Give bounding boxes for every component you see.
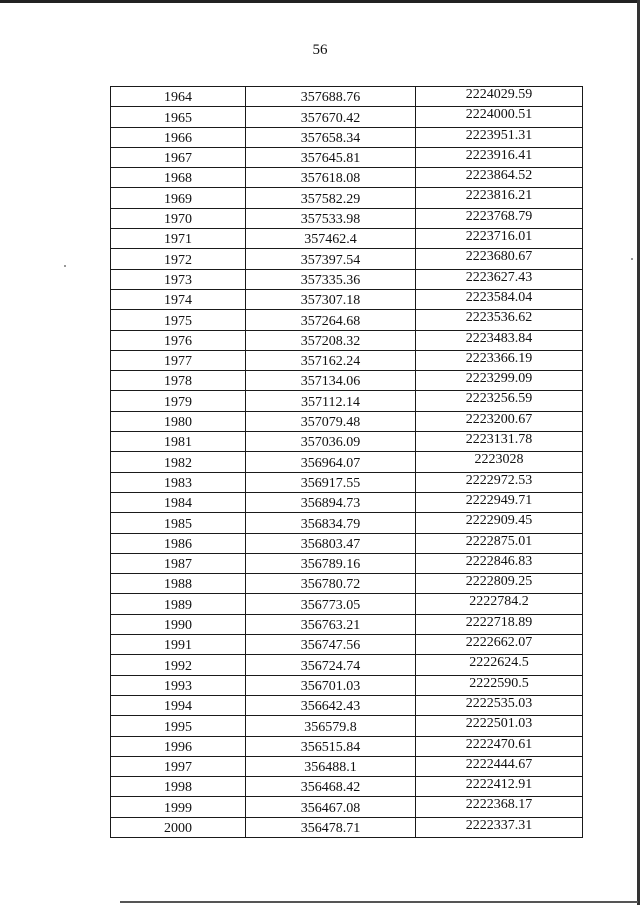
table-row	[111, 432, 583, 452]
value-a-cell: 356642.43	[246, 695, 416, 715]
year-cell: 1994	[111, 695, 246, 715]
year-cell: 1992	[111, 655, 246, 675]
table-row	[111, 229, 583, 249]
table-row	[111, 350, 583, 370]
year-cell: 1990	[111, 614, 246, 634]
table-row	[111, 533, 583, 553]
year-cell: 1980	[111, 411, 246, 431]
value-b-cell: 2222718.89	[416, 614, 583, 634]
value-a-cell: 357618.08	[246, 168, 416, 188]
value-b-cell: 2223951.31	[416, 127, 583, 147]
value-b-cell: 2224000.51	[416, 107, 583, 127]
table-row	[111, 411, 583, 431]
table-row	[111, 107, 583, 127]
value-b-cell: 2223680.67	[416, 249, 583, 269]
year-cell: 1997	[111, 756, 246, 776]
year-cell: 1974	[111, 289, 246, 309]
value-a-cell: 356488.1	[246, 756, 416, 776]
value-b-cell: 2223366.19	[416, 350, 583, 370]
table-row	[111, 777, 583, 797]
value-a-cell: 356773.05	[246, 594, 416, 614]
year-cell: 1999	[111, 797, 246, 817]
value-b-cell: 2222972.53	[416, 472, 583, 492]
value-b-cell: 2223864.52	[416, 168, 583, 188]
table-row	[111, 736, 583, 756]
year-cell: 1983	[111, 472, 246, 492]
value-b-cell: 2223131.78	[416, 432, 583, 452]
year-cell: 1991	[111, 635, 246, 655]
year-cell: 1987	[111, 553, 246, 573]
value-a-cell: 356579.8	[246, 716, 416, 736]
year-cell: 1973	[111, 269, 246, 289]
value-a-cell: 357462.4	[246, 229, 416, 249]
table-row	[111, 168, 583, 188]
value-b-cell: 2223584.04	[416, 289, 583, 309]
value-b-cell: 2222949.71	[416, 492, 583, 512]
table-row	[111, 452, 583, 472]
year-cell: 1977	[111, 350, 246, 370]
value-b-cell: 2223483.84	[416, 330, 583, 350]
table-row	[111, 614, 583, 634]
value-a-cell: 356789.16	[246, 553, 416, 573]
value-a-cell: 356917.55	[246, 472, 416, 492]
table-row	[111, 513, 583, 533]
table-row	[111, 817, 583, 837]
value-a-cell: 356467.08	[246, 797, 416, 817]
table-row	[111, 797, 583, 817]
value-a-cell: 356780.72	[246, 574, 416, 594]
year-cell: 1975	[111, 310, 246, 330]
value-a-cell: 357658.34	[246, 127, 416, 147]
year-cell: 1984	[111, 492, 246, 512]
value-a-cell: 356478.71	[246, 817, 416, 837]
table-row	[111, 188, 583, 208]
table-body	[111, 87, 583, 838]
value-b-cell: 2222875.01	[416, 533, 583, 553]
table-row	[111, 310, 583, 330]
value-a-cell: 357335.36	[246, 269, 416, 289]
year-cell: 1979	[111, 391, 246, 411]
table-row	[111, 594, 583, 614]
year-cell: 1966	[111, 127, 246, 147]
year-cell: 1996	[111, 736, 246, 756]
value-b-cell: 2222501.03	[416, 716, 583, 736]
value-b-cell: 2222809.25	[416, 574, 583, 594]
year-cell: 1968	[111, 168, 246, 188]
table-row	[111, 716, 583, 736]
value-b-cell: 2223916.41	[416, 147, 583, 167]
table-row	[111, 289, 583, 309]
year-cell: 1982	[111, 452, 246, 472]
value-b-cell: 2223816.21	[416, 188, 583, 208]
value-b-cell: 2223200.67	[416, 411, 583, 431]
value-b-cell: 2222470.61	[416, 736, 583, 756]
table-row	[111, 87, 583, 107]
value-b-cell: 2222337.31	[416, 817, 583, 837]
year-cell: 1971	[111, 229, 246, 249]
table-row	[111, 756, 583, 776]
year-cell: 1989	[111, 594, 246, 614]
value-a-cell: 357134.06	[246, 371, 416, 391]
value-b-cell: 2223256.59	[416, 391, 583, 411]
value-a-cell: 356747.56	[246, 635, 416, 655]
year-cell: 2000	[111, 817, 246, 837]
table-row	[111, 330, 583, 350]
table-row	[111, 127, 583, 147]
value-a-cell: 357162.24	[246, 350, 416, 370]
value-b-cell: 2222368.17	[416, 797, 583, 817]
value-a-cell: 357036.09	[246, 432, 416, 452]
value-b-cell: 2224029.59	[416, 87, 583, 107]
value-a-cell: 357264.68	[246, 310, 416, 330]
table-row	[111, 635, 583, 655]
table-row	[111, 574, 583, 594]
value-b-cell: 2222444.67	[416, 756, 583, 776]
year-cell: 1972	[111, 249, 246, 269]
value-b-cell: 2222846.83	[416, 553, 583, 573]
data-table	[110, 86, 583, 838]
value-b-cell: 2223536.62	[416, 310, 583, 330]
value-a-cell: 356803.47	[246, 533, 416, 553]
value-a-cell: 357112.14	[246, 391, 416, 411]
year-cell: 1976	[111, 330, 246, 350]
table-row	[111, 269, 583, 289]
year-cell: 1978	[111, 371, 246, 391]
table-row	[111, 371, 583, 391]
value-a-cell: 356894.73	[246, 492, 416, 512]
value-a-cell: 356515.84	[246, 736, 416, 756]
year-cell: 1969	[111, 188, 246, 208]
table-row	[111, 675, 583, 695]
table-row	[111, 147, 583, 167]
value-a-cell: 356468.42	[246, 777, 416, 797]
value-a-cell: 357688.76	[246, 87, 416, 107]
table-row	[111, 249, 583, 269]
value-b-cell: 2222909.45	[416, 513, 583, 533]
value-b-cell: 2223627.43	[416, 269, 583, 289]
value-b-cell: 2222784.2	[416, 594, 583, 614]
value-b-cell: 2222535.03	[416, 695, 583, 715]
value-b-cell: 2223299.09	[416, 371, 583, 391]
year-cell: 1995	[111, 716, 246, 736]
year-cell: 1981	[111, 432, 246, 452]
value-b-cell: 2222662.07	[416, 635, 583, 655]
value-b-cell: 2222412.91	[416, 777, 583, 797]
value-b-cell: 2223768.79	[416, 208, 583, 228]
year-cell: 1986	[111, 533, 246, 553]
table-row	[111, 492, 583, 512]
value-b-cell: 2222590.5	[416, 675, 583, 695]
value-a-cell: 356724.74	[246, 655, 416, 675]
table-row	[111, 695, 583, 715]
scan-speck	[631, 258, 633, 260]
year-cell: 1988	[111, 574, 246, 594]
value-a-cell: 357307.18	[246, 289, 416, 309]
value-a-cell: 356834.79	[246, 513, 416, 533]
year-cell: 1964	[111, 87, 246, 107]
value-a-cell: 357079.48	[246, 411, 416, 431]
value-a-cell: 356964.07	[246, 452, 416, 472]
value-b-cell: 2223716.01	[416, 229, 583, 249]
value-a-cell: 357533.98	[246, 208, 416, 228]
year-cell: 1965	[111, 107, 246, 127]
year-cell: 1998	[111, 777, 246, 797]
scan-top-border	[0, 0, 640, 3]
value-b-cell: 2222624.5	[416, 655, 583, 675]
table-row	[111, 391, 583, 411]
table-row	[111, 553, 583, 573]
table-row	[111, 655, 583, 675]
page-number: 56	[312, 42, 328, 58]
table-row	[111, 208, 583, 228]
value-a-cell: 357208.32	[246, 330, 416, 350]
scan-speck	[64, 265, 66, 267]
year-cell: 1985	[111, 513, 246, 533]
scan-bottom-border	[120, 901, 638, 903]
year-cell: 1970	[111, 208, 246, 228]
value-a-cell: 357645.81	[246, 147, 416, 167]
value-a-cell: 357670.42	[246, 107, 416, 127]
table-row	[111, 472, 583, 492]
value-a-cell: 357397.54	[246, 249, 416, 269]
value-a-cell: 356701.03	[246, 675, 416, 695]
year-cell: 1967	[111, 147, 246, 167]
value-a-cell: 357582.29	[246, 188, 416, 208]
year-cell: 1993	[111, 675, 246, 695]
value-b-cell: 2223028	[416, 452, 583, 472]
value-a-cell: 356763.21	[246, 614, 416, 634]
